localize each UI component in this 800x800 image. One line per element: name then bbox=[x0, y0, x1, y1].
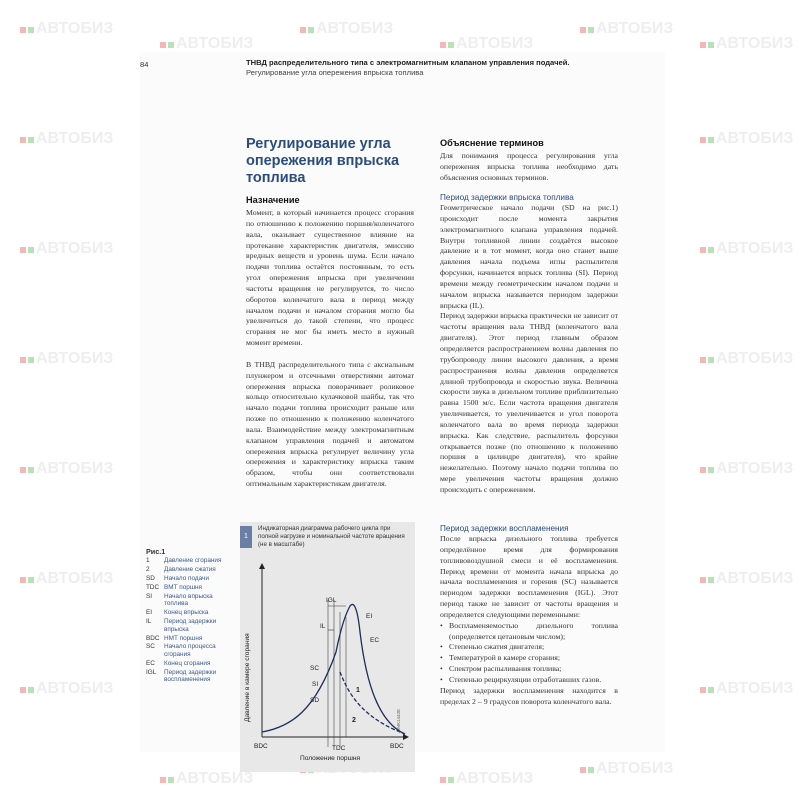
legend-value: Конец впрыска bbox=[164, 609, 209, 617]
watermark-text: АВТОБИЗ bbox=[716, 570, 794, 587]
watermark bbox=[580, 20, 673, 38]
right-paragraph: После впрыска дизельного топлива требуется определённое время для формирования топливовоздушной смеси и её воспламенения. Период времени от момента начала впрыска до начала воспламенения и горения (SC) называется периодом задержки воспламенения (IGL). Этот период также не зависит от частоты вращения и определяется следующими переменными: bbox=[440, 534, 618, 619]
combustion-pressure-curve bbox=[262, 604, 405, 734]
watermark bbox=[20, 240, 113, 258]
left-paragraph: В ТНВД распределительного типа с аксиальным плунжером и отсечными отверстиями автомат опережения впрыска поворачивает роликовое кольцо относительно кулачковой шайбы, так что начало подачи топлива происходит раньше или позже по отношению к положению коленчатого вала. Взаимодействие между электромагнитным клапаном управления подачей и автоматом опережения впрыска регулирует величину угла опережения и характеристику впрыска таким образом, чтобы они соответствовали оптимальным характеристикам двигателя. bbox=[246, 359, 414, 489]
watermark bbox=[20, 130, 113, 148]
variables-list bbox=[440, 621, 618, 686]
page-number: 84 bbox=[140, 60, 149, 69]
watermark bbox=[700, 570, 793, 588]
subheading-injection-delay: Период задержки впрыска топлива bbox=[440, 193, 574, 202]
watermark-text: АВТОБИЗ bbox=[716, 130, 794, 147]
legend-value: ВМТ поршня bbox=[164, 584, 202, 592]
list-item: • Спектром распыливания топлива; bbox=[440, 664, 618, 675]
legend-value: НМТ поршня bbox=[164, 634, 203, 642]
watermark bbox=[20, 460, 113, 478]
watermark bbox=[700, 680, 793, 698]
watermark-text: АВТОБИЗ bbox=[36, 680, 114, 697]
watermark-text: АВТОБИЗ bbox=[456, 35, 534, 52]
watermark-text: АВТОБИЗ bbox=[716, 680, 794, 697]
watermark bbox=[20, 350, 113, 368]
watermark bbox=[700, 35, 793, 53]
watermark-text: АВТОБИЗ bbox=[176, 770, 254, 787]
tick-label: BDC bbox=[254, 743, 268, 750]
watermark-text: АВТОБИЗ bbox=[176, 35, 254, 52]
watermark-text: АВТОБИЗ bbox=[36, 130, 114, 147]
x-axis-label: Положение поршня bbox=[300, 755, 361, 762]
tick-label: TDC bbox=[332, 745, 346, 752]
watermark bbox=[160, 35, 253, 53]
list-item: • Температурой в камере сгорания; bbox=[440, 653, 618, 664]
right-intro: Для понимания процесса регулирования угла опережения впрыска топлива необходимо дать объяснения основных терминов. bbox=[440, 151, 618, 182]
legend-row bbox=[146, 575, 226, 582]
legend-value: Начало впрыска топлива bbox=[164, 593, 213, 608]
left-paragraph: Момент, в который начинается процесс сгорания по отношению к положению поршня/коленчатого вала, оказывает существенное влияние на протекание характеристик двигателя, эмиссию вредных веществ и уровень шума. Если начало подачи топлива остаётся постоянным, то есть угол опережения впрыска при увеличении частоты вращения не регулируется, то число оборотов коленчатого вала в период между началом подачи и началом сгорания могло бы увеличиться до такой степени, что процесс сгорания не мог бы иметь место в нужный момент времени. bbox=[246, 208, 414, 348]
legend-key: SI bbox=[146, 593, 153, 601]
legend-row bbox=[146, 669, 226, 684]
subheading-ignition-delay: Период задержки воспламенения bbox=[440, 524, 569, 533]
figure-number: 1 bbox=[240, 526, 252, 548]
watermark bbox=[160, 770, 253, 788]
marker-label: SI bbox=[312, 681, 319, 688]
legend-value: Конец сгорания bbox=[164, 659, 211, 667]
watermark-text: АВТОБИЗ bbox=[716, 240, 794, 257]
watermark-text: АВТОБИЗ bbox=[36, 460, 114, 477]
legend-key: EI bbox=[146, 609, 153, 617]
legend-value: Начало подачи bbox=[164, 575, 209, 583]
marker-label: EI bbox=[366, 613, 373, 620]
legend-key: BDC bbox=[146, 634, 160, 642]
right-column-1 bbox=[440, 203, 618, 507]
marker-label: IGL bbox=[326, 597, 337, 604]
watermark bbox=[440, 770, 533, 788]
legend-title: Рис.1 bbox=[146, 547, 166, 556]
marker-label: SD bbox=[310, 697, 320, 704]
indicator-diagram-figure bbox=[240, 522, 415, 772]
right-paragraph: Период задержки впрыска практически не зависит от частоты вращения вала ТНВД (коленчатого вала двигателя). Этот период главным образом определяется распространением волны давления по трубопроводу линии высокого давления, а время распространения волны давления определяется длиной трубопровода и скоростью звука. Величина скорости звука в дизельном топливе приблизительно равна 1500 м/с. Если частота вращения двигателя увеличивается, то увеличивается и угол поворота коленчатого вала во время периода задержки впрыска. Как следствие, распылитель форсунки открывается позже (по отношению к положению поршня в цилиндре двигателя), что крайне нежелательно. Поэтому начало подачи топлива по мере увеличения частоты вращения должно происходить с опережением. bbox=[440, 311, 618, 494]
tick-label: BDC bbox=[390, 743, 404, 750]
pressure-diagram bbox=[240, 522, 415, 772]
legend-value: Период задержки впрыска bbox=[164, 618, 217, 633]
watermark-text: АВТОБИЗ bbox=[36, 240, 114, 257]
right-paragraph: Геометрическое начало подачи (SD на рис.1) происходит после момента закрытия электромагнитного клапана управления подачей. Внутри топливной линии создаётся высокое давление и в тот момент, когда оно станет выше давления начала подъема иглы распылителя форсунки, начинается впрыск топлива (SI). Период времени между геометрическим началом подачи и началом впрыска называется периодом задержки впрыска (IL). bbox=[440, 203, 618, 310]
watermark bbox=[20, 20, 113, 38]
legend-key: IGL bbox=[146, 668, 157, 676]
running-head-subtitle: Регулирование угла опережения впрыска топлива bbox=[246, 68, 424, 77]
curve-number: 1 bbox=[356, 687, 360, 694]
legend-row bbox=[146, 660, 226, 667]
legend-row bbox=[146, 609, 226, 616]
watermark-text: АВТОБИЗ bbox=[716, 35, 794, 52]
running-head-title: ТНВД распределительного типа с электромагнитным клапаном управления подачей. bbox=[246, 58, 570, 67]
right-heading: Объяснение терминов bbox=[440, 138, 544, 148]
legend-key: IL bbox=[146, 618, 152, 626]
legend-value: Давление сгорания bbox=[164, 557, 222, 565]
legend-key: SC bbox=[146, 643, 155, 651]
watermark-text: АВТОБИЗ bbox=[316, 20, 394, 37]
marker-label: IL bbox=[320, 623, 326, 630]
list-item: • Степенью сжатия двигателя; bbox=[440, 642, 618, 653]
legend-row bbox=[146, 566, 226, 573]
watermark-text: АВТОБИЗ bbox=[36, 570, 114, 587]
marker-label: SC bbox=[310, 665, 320, 672]
watermark bbox=[700, 350, 793, 368]
figure-legend bbox=[146, 548, 226, 685]
list-item: • Степенью рециркуляции отработавших газов. bbox=[440, 675, 618, 686]
watermark bbox=[700, 460, 793, 478]
watermark bbox=[300, 20, 393, 38]
right-column-2 bbox=[440, 534, 618, 718]
legend-row bbox=[146, 635, 226, 642]
legend-value: Период задержки воспламенения bbox=[164, 668, 217, 684]
watermark-text: АВТОБИЗ bbox=[596, 20, 674, 37]
legend-value: Давление сжатия bbox=[164, 566, 216, 574]
figure-code: UMK1443E bbox=[396, 708, 401, 732]
legend-row bbox=[146, 593, 226, 608]
left-column bbox=[246, 208, 414, 501]
watermark bbox=[700, 240, 793, 258]
marker-label: EC bbox=[370, 637, 380, 644]
legend-row bbox=[146, 618, 226, 633]
legend-key: TDC bbox=[146, 584, 160, 592]
watermark bbox=[700, 130, 793, 148]
watermark-text: АВТОБИЗ bbox=[456, 770, 534, 787]
figure-caption: Индикаторная диаграмма рабочего цикла при полной нагрузке и номинальной частоте вращения (не в масштабе) bbox=[258, 525, 405, 548]
section-title: Регулирование угла опережения впрыска топлива bbox=[246, 136, 400, 186]
legend-key: SD bbox=[146, 575, 155, 583]
list-item: • Воспламеняемостью дизельного топлива (определяется цетановым числом); bbox=[440, 621, 618, 643]
curve-number: 2 bbox=[352, 717, 356, 724]
legend-row bbox=[146, 584, 226, 591]
watermark-text: АВТОБИЗ bbox=[716, 350, 794, 367]
y-axis-label: Давление в камере сгорания bbox=[244, 633, 251, 722]
watermark-text: АВТОБИЗ bbox=[596, 760, 674, 777]
watermark bbox=[20, 570, 113, 588]
legend-key: 1 bbox=[146, 557, 150, 565]
legend-value: Начало процесса сгорания bbox=[164, 643, 216, 658]
left-heading: Назначение bbox=[246, 195, 300, 205]
legend-key: 2 bbox=[146, 566, 150, 574]
right-paragraph: Период задержки воспламенения находится в пределах 2 – 9 градусов поворота коленчатого вала. bbox=[440, 685, 618, 706]
legend-row bbox=[146, 643, 226, 658]
watermark bbox=[440, 35, 533, 53]
watermark bbox=[20, 680, 113, 698]
watermark-text: АВТОБИЗ bbox=[36, 20, 114, 37]
watermark bbox=[580, 760, 673, 778]
legend-key: EC bbox=[146, 659, 155, 667]
watermark-text: АВТОБИЗ bbox=[36, 350, 114, 367]
legend-row bbox=[146, 557, 226, 564]
watermark-text: АВТОБИЗ bbox=[716, 460, 794, 477]
